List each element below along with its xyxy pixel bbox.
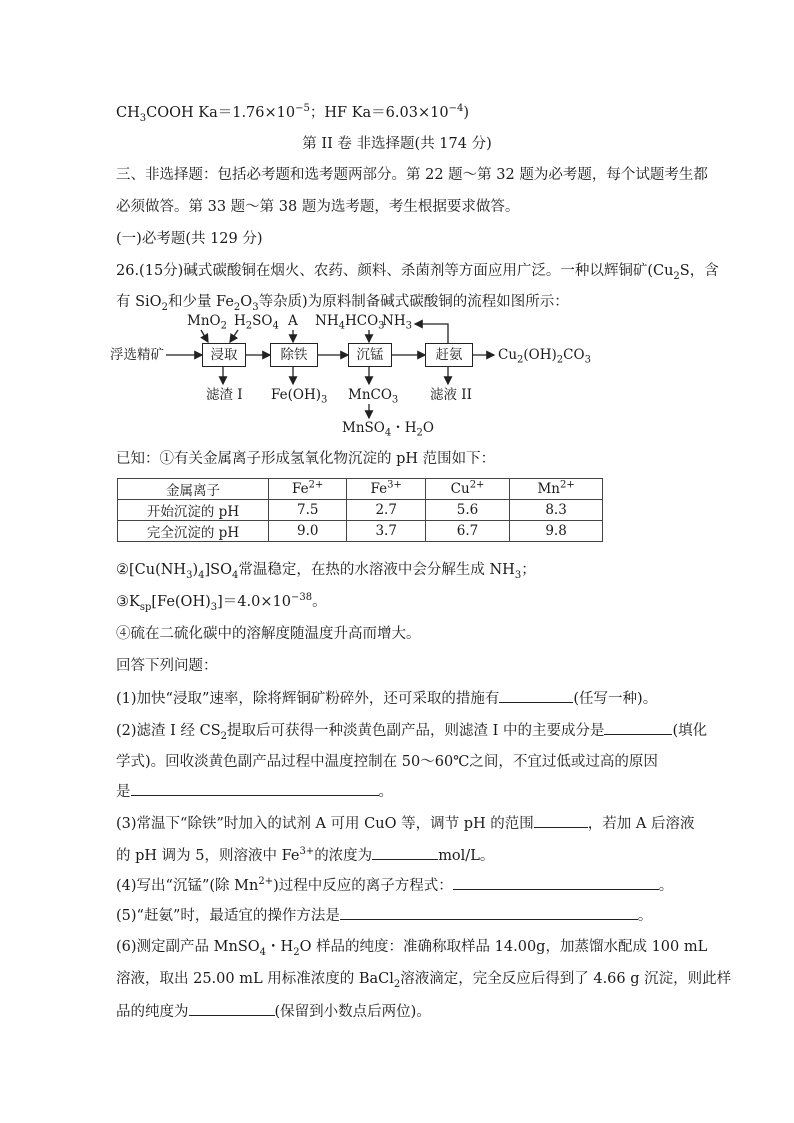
arrow-h2so4-in [230, 330, 238, 342]
note-4: ④硫在二硫化碳中的溶解度随温度升高而增大。 [116, 626, 421, 642]
q26-stem-line1: 26.(15分)碱式碳酸铜在烟火、农药、颜料、杀菌剂等方面应用广泛。一种以辉铜矿($Cu_2S$，含 [116, 263, 719, 282]
known-title: 已知：①有关金属离子形成氢氧化物沉淀的 pH 范围如下： [116, 451, 496, 467]
output-basic-copper-carbonate: $Cu_2(OH)_2CO_3$ [498, 347, 591, 366]
answer-blank[interactable] [499, 688, 573, 703]
output-residue-1: 滤渣 I [206, 387, 243, 403]
table-header-row [118, 479, 603, 500]
question-3-line2: 的 pH 调为 5，则溶液中 $Fe^{3+}$的浓度为 mol/L。 [116, 846, 495, 864]
table-cell: 3.7 [347, 521, 425, 542]
question-2-line3: 是 。 [116, 781, 393, 802]
table-row [118, 500, 603, 521]
answer-prompt: 回答下列问题： [116, 658, 218, 674]
question-3: (3)常温下“除铁”时加入的试剂 A 可用 CuO 等，调节 pH 的范围 ，若加 A 后溶液 [116, 813, 694, 834]
table-cell: 9.0 [269, 521, 347, 542]
table-cell: 开始沉淀的 pH [118, 500, 269, 521]
question-2-line2: 学式)。回收淡黄色副产品过程中温度控制在 50～60℃之间，不宜过低或过高的原因 [116, 754, 658, 770]
table-row [118, 521, 603, 542]
table-cell: 9.8 [510, 521, 603, 542]
answer-blank[interactable] [534, 813, 588, 828]
section-intro-line1: 三、非选择题：包括必考题和选考题两部分。第 22 题～第 32 题为必考题，每个试题考生都 [116, 167, 708, 183]
table-cell: 2.7 [347, 500, 425, 521]
ph-range-table [117, 478, 603, 542]
section-intro-line2: 必须做答。第 33 题～第 38 题为选考题，考生根据要求做答。 [116, 199, 520, 215]
note-3: $③K_{sp}[Fe(OH)_3]=4.0\times 10^{-38}$。 [116, 592, 327, 613]
answer-blank[interactable] [189, 1001, 275, 1016]
flow-box-remove-iron: 除铁 [270, 343, 318, 367]
table-cell: 7.5 [269, 500, 347, 521]
flow-box-precipitate-mn: 沉锰 [348, 343, 392, 367]
q26-stem-line2: 有 SiO$_2$和少量 $Fe_2O_3$等杂质)为原料制备碱式碳酸铜的流程如图所示： [116, 294, 569, 313]
answer-blank[interactable] [453, 875, 659, 890]
question-6: (6)测定副产品 MnSO$_4$・$H_2O$ 样品的纯度：准确称取样品 14.00g，加蒸馏水配成 100 mL [116, 939, 708, 958]
process-flow-diagram [110, 312, 610, 440]
output-mnco3: MnCO$_3$ [348, 387, 399, 406]
question-1: (1)加快“浸取”速率，除将辉铜矿粉碎外，还可采取的措施有 (任写一种)。 [116, 688, 657, 709]
output-filtrate-2: 滤液 II [430, 387, 472, 403]
table-cell: 完全沉淀的 pH [118, 521, 269, 542]
section-title: 第 II 卷 非选择题(共 174 分) [302, 136, 492, 152]
table-header-cell: $Mn^{2+}$ [510, 479, 603, 500]
output-feoh3: $Fe(OH)_3$ [271, 387, 328, 406]
table-cell: 5.6 [425, 500, 509, 521]
flow-box-leach: 浸取 [202, 343, 246, 367]
input-mno2: MnO$_2$ [187, 313, 227, 332]
question-6-line3: 品的纯度为 (保留到小数点后两位)。 [116, 1001, 431, 1022]
flow-start-label: 浮选精矿 [110, 347, 164, 363]
question-4: (4)写出“沉锰”(除 $Mn^{2+}$)过程中反应的离子方程式： 。 [116, 876, 674, 894]
table-header-cell: $Cu^{2+}$ [425, 479, 509, 500]
input-nh4hco3: $NH_4HCO_3$ [315, 313, 385, 332]
question-2: (2)滤渣 I 经 $CS_2$提取后可获得一种淡黄色副产品，则滤渣 I 中的主要成分是 (填化 [116, 720, 707, 741]
answer-blank[interactable] [340, 905, 638, 920]
section-heading: (一)必考题(共 129 分) [116, 231, 263, 247]
question-6-line2: 溶液，取出 25.00 mL 用标准浓度的 BaCl$_2$溶液滴定，完全反应后得到了 4.66 g 沉淀，则此样 [116, 971, 732, 990]
input-h2so4: $H_2SO_4$ [234, 313, 279, 332]
table-header-cell: 金属离子 [118, 479, 269, 500]
question-5: (5)“赶氨”时，最适宜的操作方法是 。 [116, 905, 652, 926]
flow-box-remove-nh3: 赶氨 [425, 343, 473, 367]
input-nh3: $NH_3$ [382, 313, 412, 332]
table-header-cell: $Fe^{2+}$ [269, 479, 347, 500]
table-cell: 6.7 [425, 521, 509, 542]
answer-blank[interactable] [604, 720, 672, 735]
output-mnso4-h2o: MnSO$_4$・$H_2O$ [342, 420, 434, 439]
answer-blank[interactable] [372, 845, 438, 860]
input-reagent-a: A [288, 313, 298, 329]
note-2: $②[Cu(NH_3)_4]SO_4$常温稳定，在热的水溶液中会分解生成 $NH_3$； [116, 562, 536, 581]
arrow-nh3-recycle [415, 324, 448, 343]
answer-blank[interactable] [131, 781, 379, 796]
arrow-mno2-in [201, 330, 208, 342]
ka-values-line: $CH_3COOH$ $Ka=1.76\times 10^{-5}$；HF $Ka=6.03\times 10^{-4}$) [116, 103, 469, 124]
table-header-cell: $Fe^{3+}$ [347, 479, 425, 500]
table-cell: 8.3 [510, 500, 603, 521]
